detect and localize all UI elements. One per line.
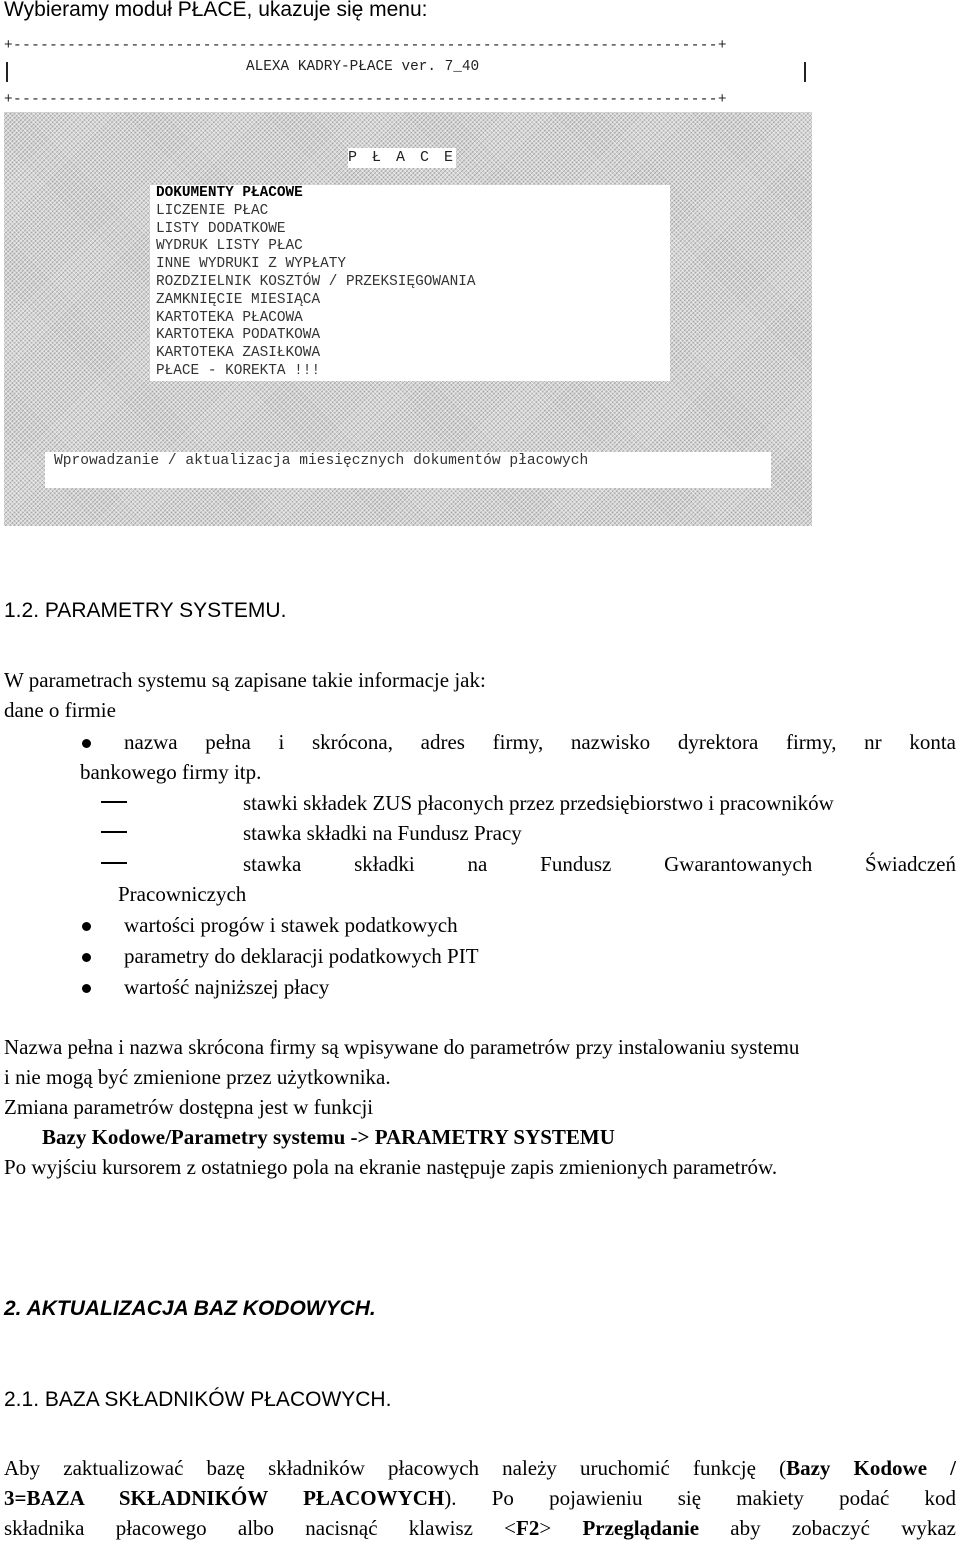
menu-item-wydruk-listy-plac[interactable]: WYDRUK LISTY PŁAC xyxy=(156,238,303,255)
bullet-icon xyxy=(82,922,91,931)
menu-item-liczenie-plac[interactable]: LICZENIE PŁAC xyxy=(156,202,269,219)
paragraph-save-info: Po wyjściu kursorem z ostatniego pola na ekranie następuje zapis zmienionych parametrów. xyxy=(4,1155,778,1179)
bullet-icon xyxy=(82,984,91,993)
menu-item-kartoteka-podatkowa[interactable]: KARTOTEKA PODATKOWA xyxy=(156,327,321,344)
terminal-border-bottom: +------------------------------------------------------------------------------+ xyxy=(4,92,727,108)
bullet-tax-thresholds: wartości progów i stawek podatkowych xyxy=(124,913,458,937)
status-line: Wprowadzanie / aktualizacja miesięcznych dokumentów płacowych xyxy=(54,453,589,469)
menu-item-rozdzielnik-kosztow[interactable]: ROZDZIELNIK KOSZTÓW / PRZEKSIĘGOWANIA xyxy=(156,273,476,290)
terminal-border-top: +------------------------------------------------------------------------------+ xyxy=(4,38,727,54)
terminal-right-bar xyxy=(804,62,806,82)
menu-item-listy-dodatkowe[interactable]: LISTY DODATKOWE xyxy=(156,220,286,237)
paragraph-update-line3: składnika płacowego albo nacisnąć klawisz <F2> Przeglądanie aby zobaczyć wykaz xyxy=(4,1516,956,1540)
bullet-icon xyxy=(82,953,91,962)
menu-item-kartoteka-zasilkowa[interactable]: KARTOTEKA ZASIŁKOWA xyxy=(156,345,321,362)
terminal-app-title: ALEXA KADRY-PŁACE ver. 7_40 xyxy=(246,59,480,75)
paragraph-change-params: Zmiana parametrów dostępna jest w funkcji xyxy=(4,1095,374,1119)
menu-item-place-korekta[interactable]: PŁACE - KOREKTA !!! xyxy=(156,362,321,379)
module-title: P Ł A C E xyxy=(348,149,457,166)
bullet-company-name-cont: bankowego firmy itp. xyxy=(80,760,262,784)
dash-item-fgsp-cont: Pracowniczych xyxy=(118,882,247,906)
paragraph-company-data: dane o firmie xyxy=(4,698,116,722)
paragraph-intro: W parametrach systemu są zapisane takie informacje jak: xyxy=(4,668,486,692)
section-heading-1-2: 1.2. PARAMETRY SYSTEMU. xyxy=(4,599,287,622)
dash-item-zus: stawki składek ZUS płaconych przez przedsiębiorstwo i pracowników xyxy=(243,791,834,815)
dash-icon xyxy=(101,831,127,833)
section-heading-2-1: 2.1. BAZA SKŁADNIKÓW PŁACOWYCH. xyxy=(4,1388,392,1411)
paragraph-update-line2: 3=BAZA SKŁADNIKÓW PŁACOWYCH). Po pojawieniu się makiety podać kod xyxy=(4,1486,956,1510)
paragraph-update-line1: Aby zaktualizować bazę składników płacowych należy uruchomić funkcję (Bazy Kodowe / xyxy=(4,1456,956,1480)
menu-item-zamkniecie-miesiaca[interactable]: ZAMKNIĘCIE MIESIĄCA xyxy=(156,291,321,308)
menu-item-inne-wydruki[interactable]: INNE WYDRUKI Z WYPŁATY xyxy=(156,256,346,273)
bullet-min-wage: wartość najniższej płacy xyxy=(124,975,330,999)
terminal-left-bar xyxy=(6,62,8,82)
bullet-pit-params: parametry do deklaracji podatkowych PIT xyxy=(124,944,479,968)
function-path: Bazy Kodowe/Parametry systemu -> PARAMETRY SYSTEMU xyxy=(42,1125,615,1149)
section-heading-2: 2. AKTUALIZACJA BAZ KODOWYCH. xyxy=(4,1297,376,1320)
dash-item-fgsp: stawka składki na Fundusz Gwarantowanych Świadczeń xyxy=(243,852,956,876)
paragraph-name-info-cont: i nie mogą być zmienione przez użytkownika. xyxy=(4,1065,391,1089)
intro-text: Wybieramy moduł PŁACE, ukazuje się menu: xyxy=(4,0,428,21)
menu-item-kartoteka-placowa[interactable]: KARTOTEKA PŁACOWA xyxy=(156,309,303,326)
bullet-icon xyxy=(82,739,91,748)
menu-item-dokumenty-placowe[interactable]: DOKUMENTY PŁACOWE xyxy=(156,185,303,201)
dash-icon xyxy=(101,862,127,864)
dash-icon xyxy=(101,801,127,803)
dash-item-fundusz-pracy: stawka składki na Fundusz Pracy xyxy=(243,821,522,845)
bullet-company-name: nazwa pełna i skrócona, adres firmy, nazwisko dyrektora firmy, nr konta xyxy=(124,730,956,754)
module-menu xyxy=(156,185,476,381)
paragraph-name-info: Nazwa pełna i nazwa skrócona firmy są wpisywane do parametrów przy instalowaniu systemu xyxy=(4,1035,800,1059)
